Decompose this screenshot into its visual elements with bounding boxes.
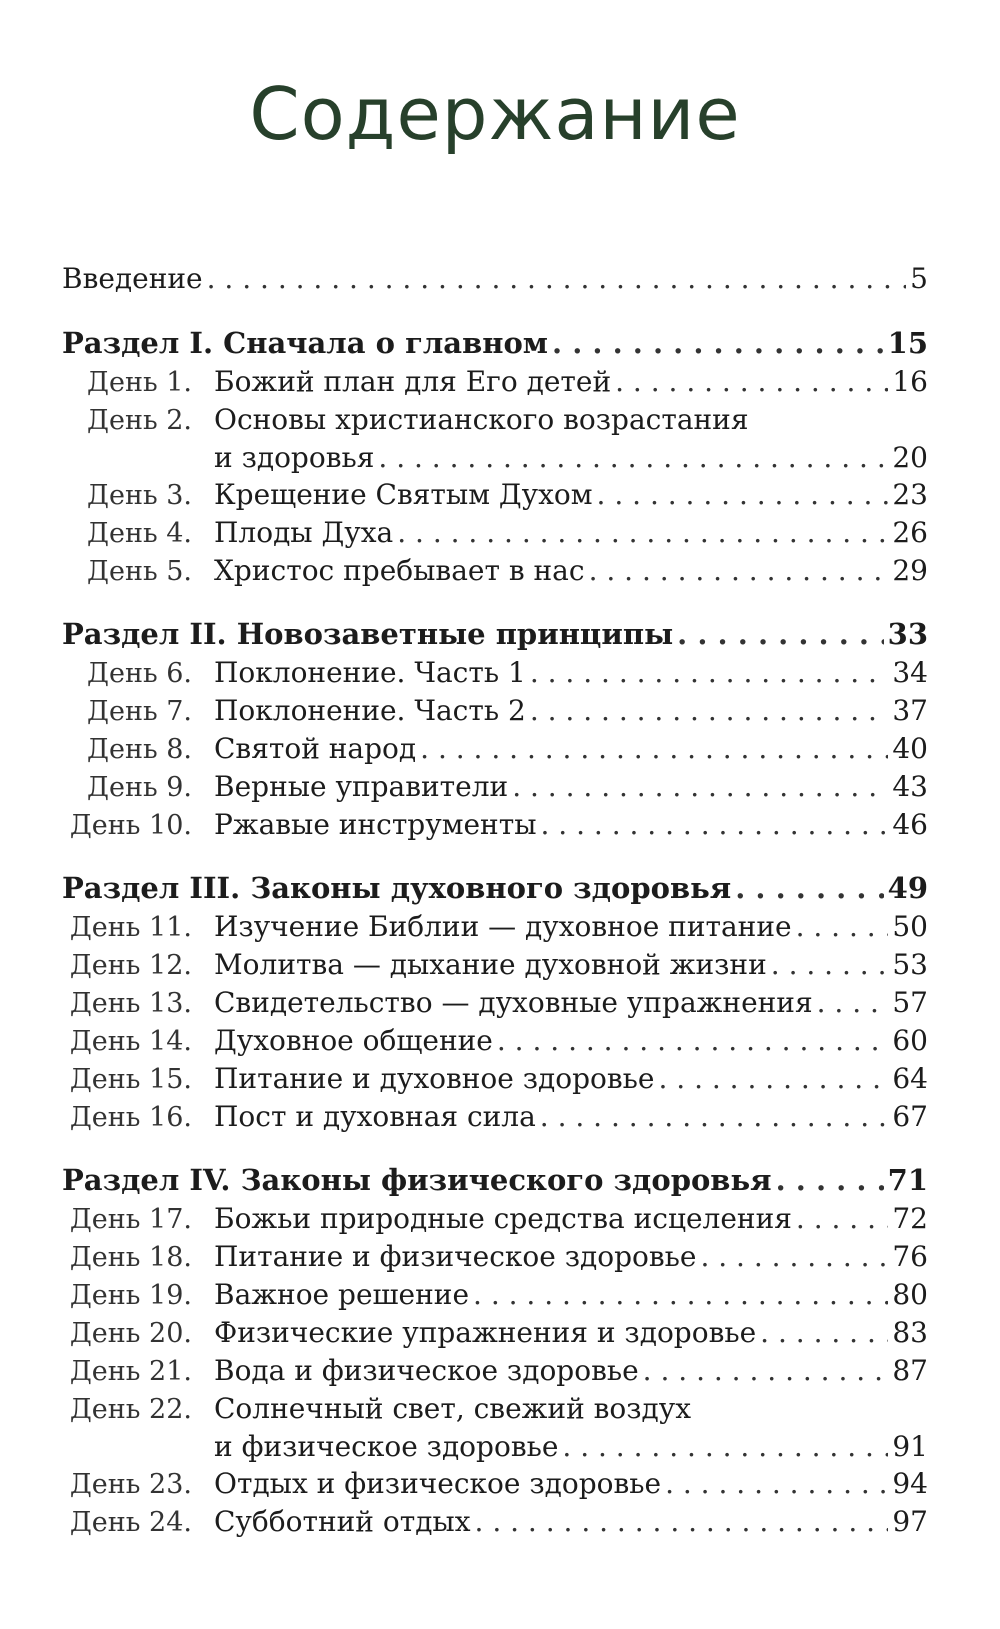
entry-page: 91 [892, 1430, 928, 1463]
section-title: Раздел II. Новозаветные принципы [62, 617, 674, 651]
day-label: День 6. [87, 658, 192, 689]
entry-page: 40 [892, 732, 928, 765]
entry-title: Субботний отдых [214, 1505, 471, 1538]
sections-container [62, 323, 928, 1541]
entry-title: Изучение Библии — духовное питание [214, 910, 792, 943]
dot-leader [665, 1465, 888, 1502]
dot-leader [530, 654, 889, 691]
dot-leader [552, 323, 884, 363]
day-label: День 19. [69, 1280, 192, 1311]
entry-page: 37 [892, 694, 928, 727]
entry-title: Физические упражнения и здоровье [214, 1316, 757, 1349]
dot-leader [530, 692, 889, 729]
toc-entry[interactable] [62, 730, 928, 768]
day-label: День 23. [69, 1469, 192, 1500]
day-label: День 20. [69, 1318, 192, 1349]
entry-page: 34 [892, 656, 928, 689]
entry-title: Пост и духовная сила [214, 1100, 536, 1133]
toc-entry[interactable] [62, 946, 928, 984]
entry-title: Поклонение. Часть 2 [214, 694, 526, 727]
day-label: День 12. [69, 950, 192, 981]
day-label: День 11. [69, 912, 192, 943]
dot-leader [796, 908, 889, 945]
entry-title: Божьи природные средства исцеления [214, 1202, 792, 1235]
day-label: День 17. [69, 1204, 192, 1235]
entry-title: Христос пребывает в нас [214, 554, 585, 587]
toc-entry[interactable] [62, 476, 928, 514]
day-label: День 22. [69, 1394, 192, 1425]
entry-title: Духовное общение [214, 1024, 493, 1057]
section-title: Раздел I. Сначала о главном [62, 326, 548, 360]
dot-leader [562, 1428, 888, 1465]
page-title: Содержание [249, 72, 741, 156]
entry-page: 5 [910, 262, 928, 295]
toc-entry[interactable] [62, 1238, 928, 1276]
entry-page: 64 [892, 1062, 928, 1095]
entry-page: 46 [892, 808, 928, 841]
toc-entry[interactable] [62, 1352, 928, 1390]
toc-entry[interactable] [62, 1098, 928, 1136]
dot-leader [589, 552, 889, 589]
entry-title: Основы христианского возрастания [214, 403, 749, 436]
dot-leader [420, 730, 888, 767]
day-label: День 8. [87, 734, 192, 765]
toc-entry[interactable] [62, 1276, 928, 1314]
entry-page: 20 [892, 441, 928, 474]
dot-leader [760, 1314, 888, 1351]
entry-title: Питание и физическое здоровье [214, 1240, 697, 1273]
day-label: День 18. [69, 1242, 192, 1273]
toc-entry[interactable] [62, 806, 928, 844]
entry-page: 76 [892, 1240, 928, 1273]
entry-title: Святой народ [214, 732, 417, 765]
toc-entry[interactable] [62, 1390, 928, 1428]
entry-page: 50 [892, 910, 928, 943]
dot-leader [771, 946, 889, 983]
dot-leader [615, 363, 888, 400]
section-title: Раздел III. Законы духовного здоровья [62, 871, 732, 905]
toc-entry[interactable] [62, 1060, 928, 1098]
entry-page: 43 [892, 770, 928, 803]
section-page: 15 [887, 326, 928, 360]
day-label: День 21. [69, 1356, 192, 1387]
toc-entry[interactable] [62, 1022, 928, 1060]
section-page: 71 [887, 1163, 928, 1197]
entry-title: Введение [62, 262, 203, 295]
day-label: День 9. [87, 772, 192, 803]
entry-title: Плоды Духа [214, 516, 394, 549]
dot-leader [378, 439, 888, 476]
dot-leader [541, 806, 889, 843]
dot-leader [475, 1503, 889, 1540]
toc-entry[interactable] [62, 692, 928, 730]
day-label: День 13. [69, 988, 192, 1019]
table-of-contents [62, 260, 928, 1541]
toc-entry[interactable] [62, 1314, 928, 1352]
dot-leader [776, 1160, 884, 1200]
entry-title: Крещение Святым Духом [214, 478, 593, 511]
toc-entry-intro[interactable] [62, 260, 928, 297]
toc-entry[interactable] [62, 984, 928, 1022]
toc-section [62, 868, 928, 1136]
entry-title: Отдых и физическое здоровье [214, 1467, 662, 1500]
entry-page: 83 [892, 1316, 928, 1349]
toc-entry[interactable] [62, 908, 928, 946]
toc-entry[interactable] [62, 1200, 928, 1238]
dot-leader [207, 260, 907, 297]
dot-leader [677, 614, 883, 654]
dot-leader [700, 1238, 888, 1275]
dot-leader [643, 1352, 889, 1389]
entry-page: 23 [892, 478, 928, 511]
section-heading[interactable] [62, 323, 928, 363]
toc-section [62, 614, 928, 844]
entry-title: Верные управители [214, 770, 509, 803]
dot-leader [397, 514, 888, 551]
toc-entry[interactable] [62, 1465, 928, 1503]
entry-page: 72 [892, 1202, 928, 1235]
entry-page: 16 [892, 365, 928, 398]
entry-title: Важное решение [214, 1278, 470, 1311]
entry-title: Вода и физическое здоровье [214, 1354, 639, 1387]
entry-title: Божий план для Его детей [214, 365, 612, 398]
entry-title: Свидетельство — духовные упражнения [214, 986, 813, 1019]
entry-page: 53 [892, 948, 928, 981]
dot-leader [540, 1098, 889, 1135]
entry-title: Молитва — дыхание духовной жизни [214, 948, 767, 981]
day-label: День 24. [69, 1507, 192, 1538]
entry-page: 29 [892, 554, 928, 587]
dot-leader [473, 1276, 888, 1313]
entry-title: Поклонение. Часть 1 [214, 656, 526, 689]
section-heading[interactable] [62, 614, 928, 654]
day-label: День 3. [87, 480, 192, 511]
toc-entry[interactable] [62, 768, 928, 806]
entry-title: Солнечный свет, свежий воздух [214, 1392, 692, 1425]
entry-page: 87 [892, 1354, 928, 1387]
dot-leader [658, 1060, 888, 1097]
day-label: День 15. [69, 1064, 192, 1095]
day-label: День 2. [87, 405, 192, 436]
day-label: День 16. [69, 1102, 192, 1133]
dot-leader [497, 1022, 889, 1059]
dot-leader [512, 768, 888, 805]
dot-leader [735, 868, 883, 908]
toc-entry[interactable] [62, 514, 928, 552]
entry-page: 97 [892, 1505, 928, 1538]
toc-entry[interactable] [62, 1503, 928, 1541]
toc-entry-continued[interactable] [62, 439, 928, 476]
entry-page: 94 [892, 1467, 928, 1500]
toc-section [62, 1160, 928, 1541]
entry-title-continued: и физическое здоровье [214, 1430, 559, 1463]
section-heading[interactable] [62, 1160, 928, 1200]
section-page: 49 [887, 871, 928, 905]
entry-page: 26 [892, 516, 928, 549]
entry-page: 80 [892, 1278, 928, 1311]
dot-leader [597, 476, 889, 513]
day-label: День 7. [87, 696, 192, 727]
section-heading[interactable] [62, 868, 928, 908]
toc-entry[interactable] [62, 552, 928, 590]
toc-entry-continued[interactable] [62, 1428, 928, 1465]
day-label: День 1. [87, 367, 192, 398]
entry-page: 57 [892, 986, 928, 1019]
toc-entry[interactable] [62, 363, 928, 401]
toc-entry[interactable] [62, 654, 928, 692]
dot-leader [796, 1200, 888, 1237]
entry-title: Ржавые инструменты [214, 808, 537, 841]
day-label: День 4. [87, 518, 192, 549]
dot-leader [817, 984, 889, 1021]
entry-page: 60 [892, 1024, 928, 1057]
entry-title: Питание и духовное здоровье [214, 1062, 655, 1095]
toc-section [62, 323, 928, 590]
day-label: День 5. [87, 556, 192, 587]
toc-entry[interactable] [62, 401, 928, 439]
section-page: 33 [887, 617, 928, 651]
entry-title-continued: и здоровья [214, 441, 375, 474]
section-title: Раздел IV. Законы физического здоровья [62, 1163, 772, 1197]
day-label: День 10. [69, 810, 192, 841]
entry-page: 67 [892, 1100, 928, 1133]
day-label: День 14. [69, 1026, 192, 1057]
